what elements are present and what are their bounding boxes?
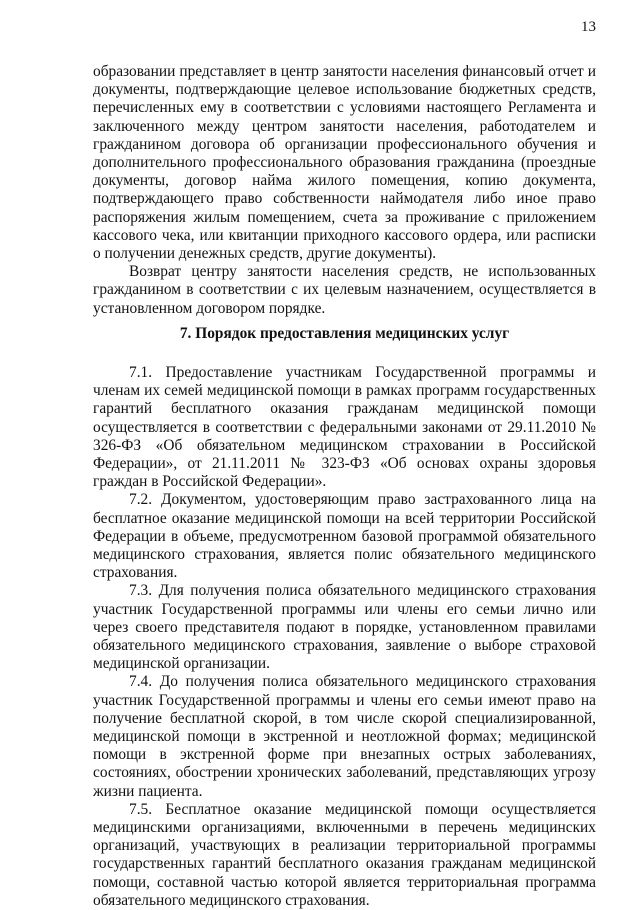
section-item-7-5: 7.5. Бесплатное оказание медицинской помощи осуществляется медицинскими организациями, включенными в перечень медицинских организаций, участвующих в реализации территориальной программы государственных гарантий бесплатного оказания гражданам медицинской помощи, составной частью которой является территориальная программа обязательного медицинского страхования.: [93, 800, 596, 909]
section-heading-block: [93, 325, 596, 343]
section-item-7-2: 7.2. Документом, удостоверяющим право застрахованного лица на бесплатное оказание медицинской помощи на всей территории Российской Федерации в объеме, предусмотренном базовой программой обязательного медицинского страхования, является полис обязательного медицинского страхования.: [93, 491, 596, 582]
text-block-intro: [93, 63, 596, 318]
section-body: [93, 364, 596, 910]
section-item-7-1: 7.1. Предоставление участникам Государственной программы и членам их семей медицинской помощи в рамках программ государственных гарантий бесплатного оказания гражданам медицинской помощи осуществляется в соответствии с федеральными законами от 29.11.2010 № 326-ФЗ «Об обязательном медицинском страховании в Российской Федерации», от 21.11.2011 № 323-ФЗ «Об основах охраны здоровья граждан в Российской Федерации».: [93, 364, 596, 491]
section-item-7-4: 7.4. До получения полиса обязательного медицинского страхования участник Государственной программы и члены его семьи имеют право на получение бесплатной скорой, в том числе скорой специализированной, медицинской помощи в экстренной и неотложной формах; медицинской помощи в экстренной форме при внезапных острых заболеваниях, состояниях, обострении хронических заболеваний, представляющих угрозу жизни пациента.: [93, 673, 596, 800]
paragraph-continuation: образовании представляет в центр занятости населения финансовый отчет и документы, подтверждающие целевое использование бюджетных средств, перечисленных ему в соответствии с условиями настоящего Регламента и заключенного между центром занятости населения, работодателем и гражданином договора об организации профессионального обучения и дополнительного профессионального образования гражданина (проездные документы, договор найма жилого помещения, копию документа, подтверждающего право собственности наймодателя либо иное право распоряжения жилым помещением, счета за проживание с приложением кассового чека, или квитанции приходного кассового ордера, или расписки о получении денежных средств, другие документы).: [93, 63, 596, 263]
paragraph-refund: Возврат центру занятости населения средств, не использованных гражданином в соответствии с их целевым назначением, осуществляется в установленном договором порядке.: [93, 263, 596, 317]
section-heading: 7. Порядок предоставления медицинских услуг: [179, 325, 510, 342]
section-item-7-3: 7.3. Для получения полиса обязательного медицинского страхования участник Государственной программы или члены его семьи лично или через своего представителя подают в порядке, установленном правилами обязательного медицинского страхования, заявление о выборе страховой медицинской организации.: [93, 582, 596, 673]
page-number: 13: [581, 19, 596, 35]
